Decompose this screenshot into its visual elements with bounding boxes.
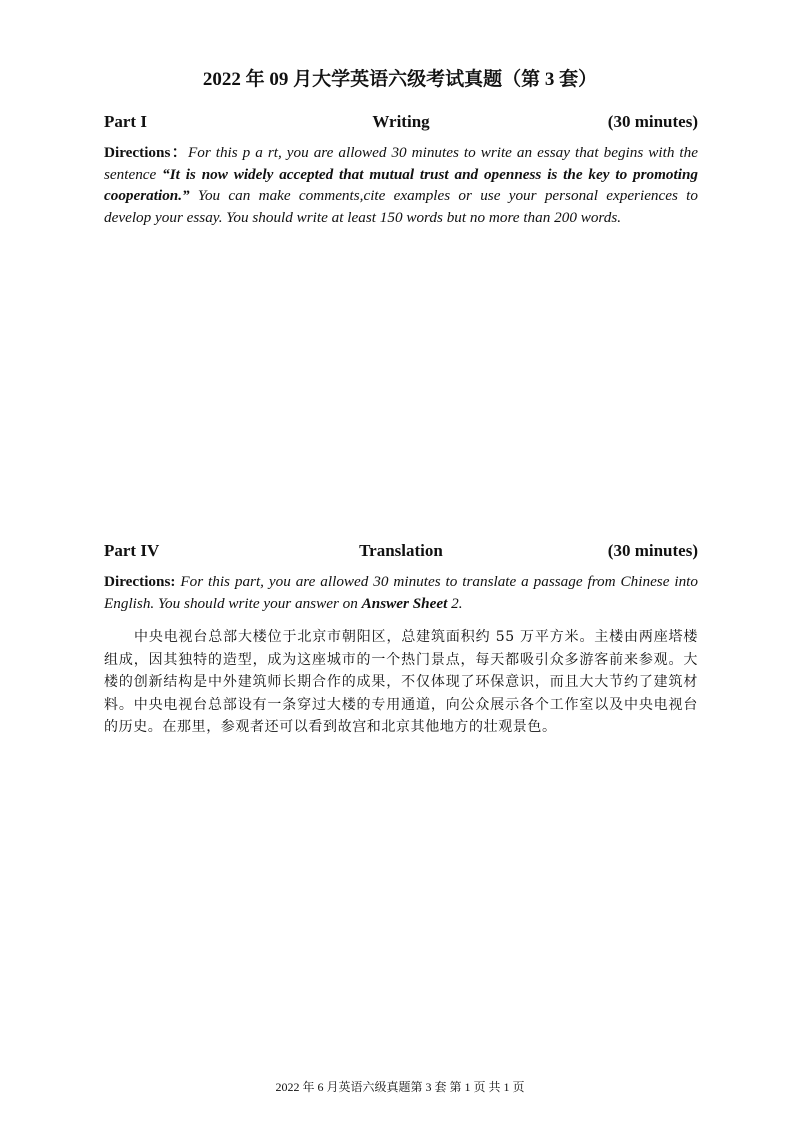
part-1-directions-text: For this p a rt, you are allowed 30 minutes to write an essay that begins with the sentence [104, 144, 698, 183]
part-1-directions [104, 142, 698, 228]
part-4-directions [104, 571, 698, 614]
part-4-directions-text-end: 2. [447, 594, 463, 612]
page-title: 2022 年 09 月大学英语六级考试真题（第 3 套） [202, 69, 598, 90]
part-1-section-title: Writing [372, 112, 430, 131]
part-4-section-title: Translation [359, 541, 443, 560]
page-footer: 2022 年 6 月英语六级真题第 3 套 第 1 页 共 1 页 [275, 1080, 525, 1094]
part-4-answer-sheet: Answer Sheet [361, 594, 448, 612]
part-1-essay-prompt: “It is now widely accepted that mutual trust and openness is the key to promoting cooperation.” [104, 165, 698, 204]
part-1-directions-text-end: You can make comments,cite examples or use your personal experiences to develop your essay. You should write at least 150 words but no more than 200 words. [104, 187, 698, 226]
part-1-header [104, 112, 698, 136]
part-4-label: Part IV [104, 541, 160, 560]
translation-passage: 中央电视台总部大楼位于北京市朝阳区，总建筑面积约 55 万平方米。主楼由两座塔楼组成，因其独特的造型，成为这座城市的一个热门景点，每天都吸引众多游客前来参观。大楼的创新结构是中外建筑师长期合作的成果，不仅体现了环保意识，而且大大节约了建筑材料。中央电视台总部设有一条穿过大楼的专用通道，向公众展示各个工作室以及中央电视台的历史。在那里，参观者还可以看到故宫和北京其他地方的壮观景色。 [104, 629, 698, 735]
part-1-label: Part I [104, 112, 147, 131]
part-4-directions-label: Directions: [104, 573, 176, 590]
part-1-time: (30 minutes) [607, 112, 698, 131]
part-4-header [104, 541, 698, 565]
part-4-time: (30 minutes) [607, 541, 698, 560]
part-1-directions-label: Directions： [104, 144, 188, 161]
part-4-directions-text: For this part, you are allowed 30 minutes to translate a passage from Chinese into English. You should write your answer on [104, 573, 698, 612]
